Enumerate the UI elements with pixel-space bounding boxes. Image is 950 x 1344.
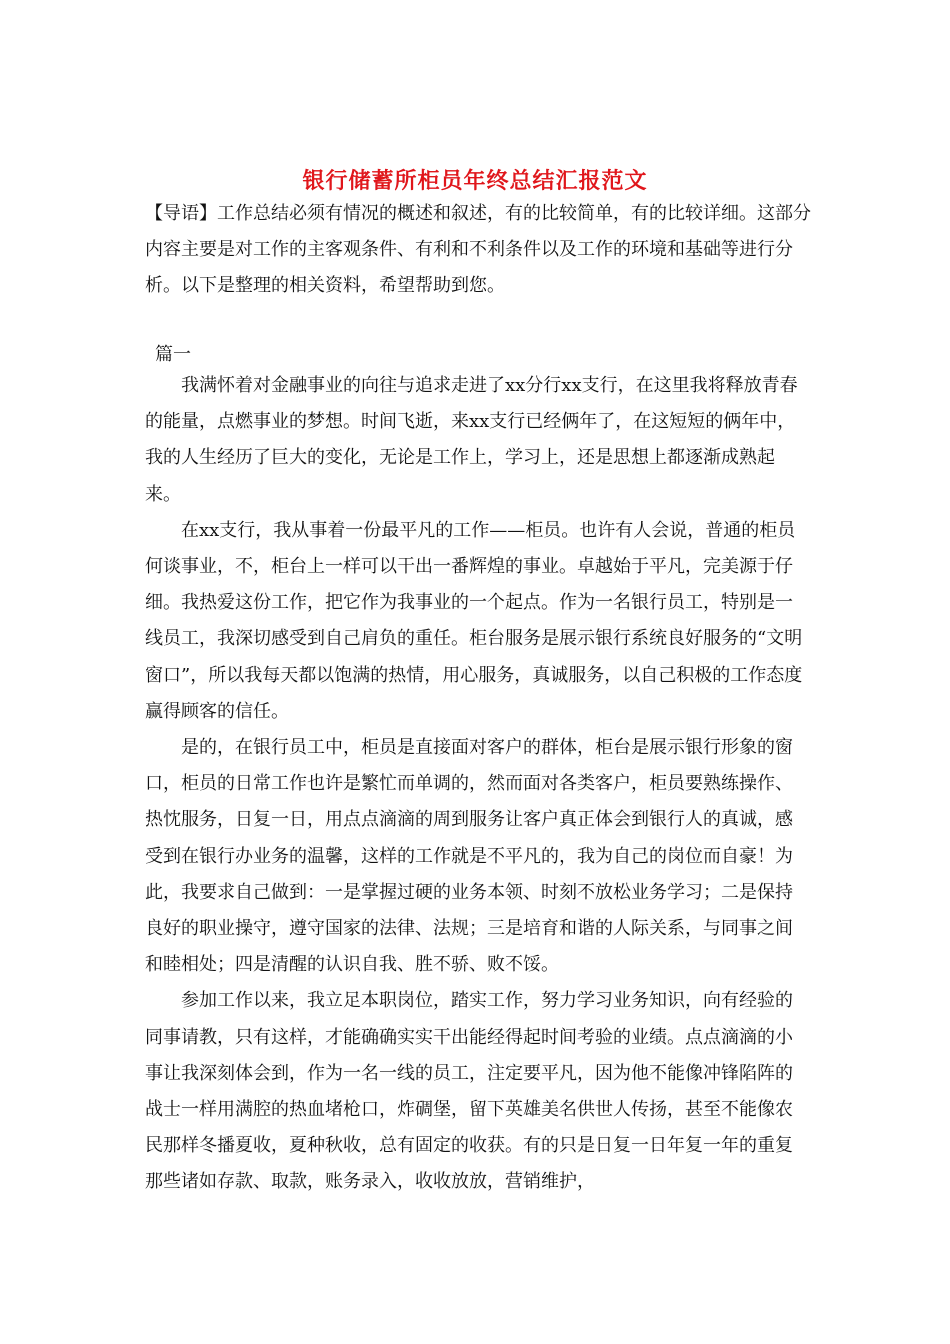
intro-paragraph: 【导语】工作总结必须有情况的概述和叙述，有的比较简单，有的比较详细。这部分内容主要是对工作的主客观条件、有利和不利条件以及工作的环境和基础等进行分析。以下是整理的相关资料，希望帮助到您。: [145, 203, 811, 296]
body-paragraph-2: 在xx支行，我从事着一份最平凡的工作——柜员。也许有人会说，普通的柜员何谈事业，不，柜台上一样可以干出一番辉煌的事业。卓越始于平凡，完美源于仔细。我热爱这份工作，把它作为我事业的一个起点。作为一名银行员工，特别是一线员工，我深切感受到自己肩负的重任。柜台服务是展示银行系统良好服务的“文明窗口”，所以我每天都以饱满的热情，用心服务，真诚服务，以自己积极的工作态度赢得顾客的信任。: [145, 519, 803, 722]
document-title: 银行储蓄所柜员年终总结汇报范文: [302, 167, 648, 194]
body-paragraph-1: 我满怀着对金融事业的向往与追求走进了xx分行xx支行，在这里我将释放青春的能量，点燃事业的梦想。时间飞逝，来xx支行已经俩年了，在这短短的俩年中，我的人生经历了巨大的变化，无论是工作上，学习上，还是思想上都逐渐成熟起来。: [145, 375, 798, 505]
body-paragraph-4: 参加工作以来，我立足本职岗位，踏实工作，努力学习业务知识，向有经验的同事请教，只有这样，才能确确实实干出能经得起时间考验的业绩。点点滴滴的小事让我深刻体会到，作为一名一线的员工，注定要平凡，因为他不能像冲锋陷阵的战士一样用满腔的热血堵枪口，炸碉堡，留下英雄美名供世人传扬，甚至不能像农民那样冬播夏收，夏种秋收，总有固定的收获。有的只是日复一日年复一年的重复那些诸如存款、取款，账务录入，收收放放，营销维护，: [145, 990, 793, 1193]
body-text: [145, 368, 810, 1201]
section-heading: 篇一: [155, 344, 191, 365]
body-paragraph-3: 是的，在银行员工中，柜员是直接面对客户的群体，柜台是展示银行形象的窗口，柜员的日常工作也许是繁忙而单调的，然而面对各类客户，柜员要熟练操作、热忱服务，日复一日，用点点滴滴的周到服务让客户真正体会到银行人的真诚，感受到在银行办业务的温馨，这样的工作就是不平凡的，我为自己的岗位而自豪！为此，我要求自己做到：一是掌握过硬的业务本领、时刻不放松业务学习；二是保持良好的职业操守，遵守国家的法律、法规；三是培育和谐的人际关系，与同事之间和睦相处；四是清醒的认识自我、胜不骄、败不馁。: [145, 737, 793, 976]
